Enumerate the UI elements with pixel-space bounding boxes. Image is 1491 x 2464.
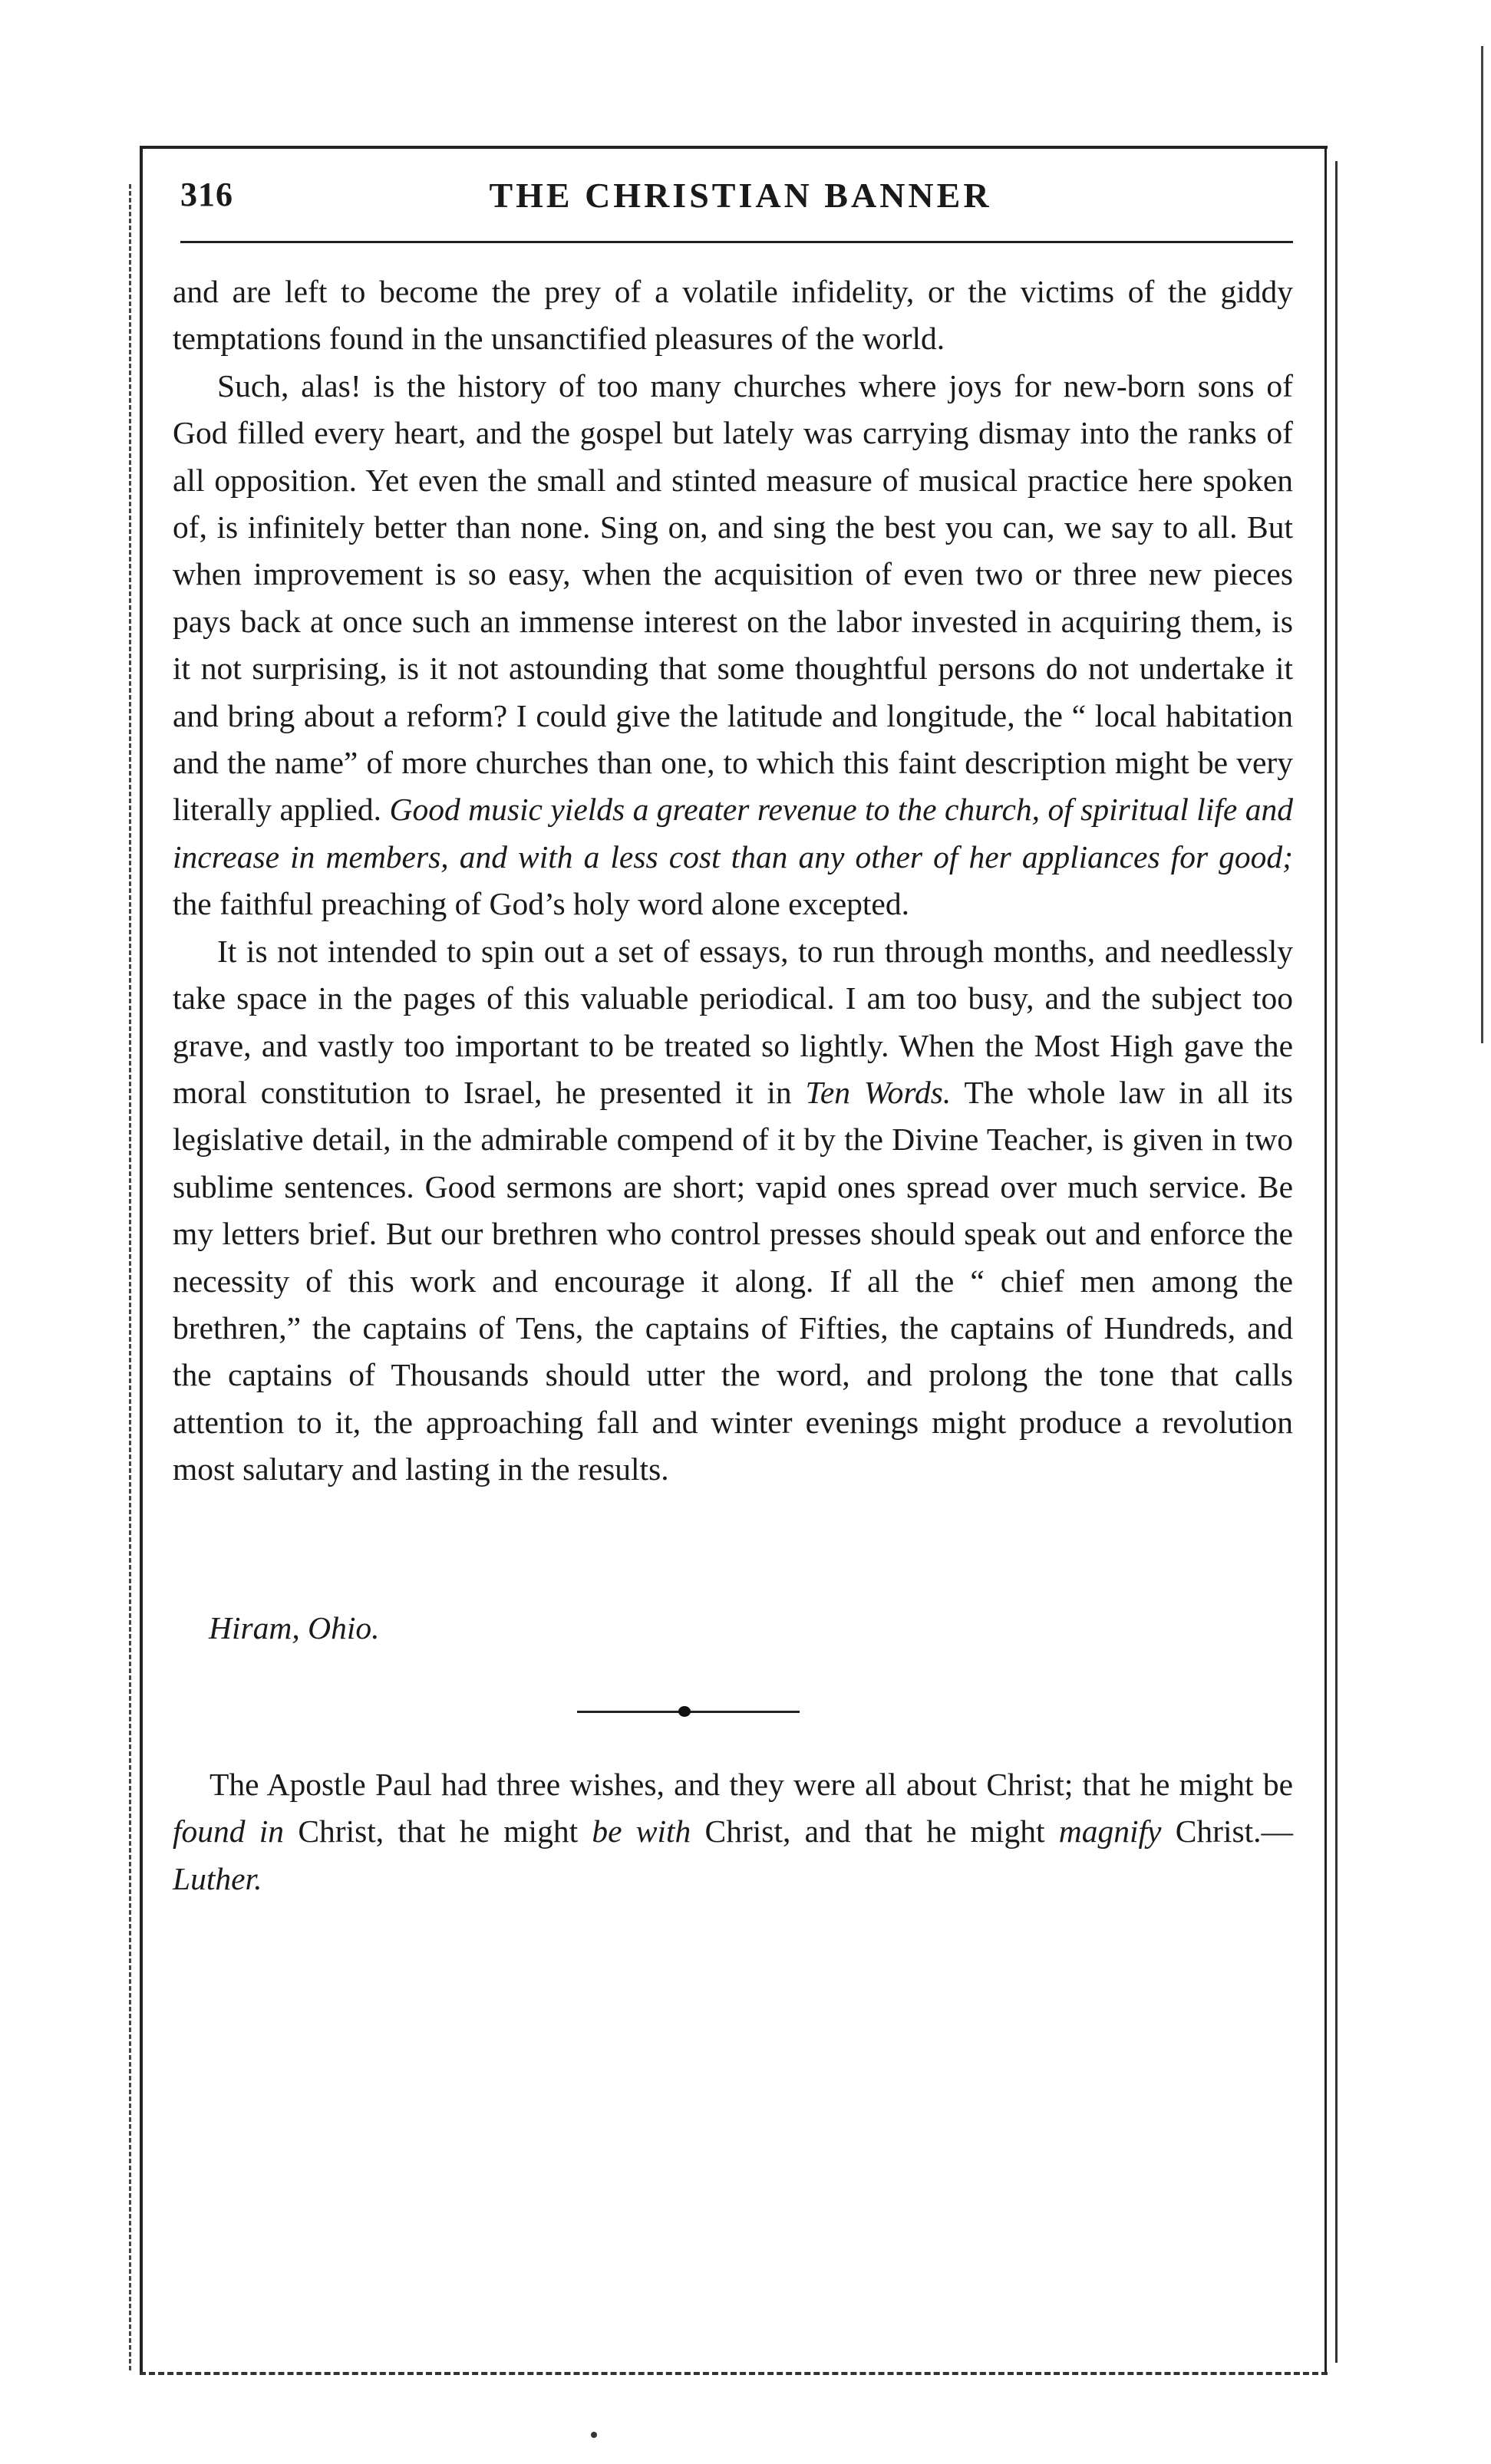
ink-dot bbox=[591, 2432, 597, 2438]
paragraph-2 bbox=[173, 363, 1293, 928]
quote-text-b: Christ, that he might bbox=[298, 1813, 579, 1850]
quote-emphasis-2: be with bbox=[592, 1813, 691, 1850]
page-number: 316 bbox=[180, 176, 233, 213]
article-body bbox=[173, 268, 1293, 1494]
quote-emphasis-1: found in bbox=[173, 1813, 285, 1850]
quote-paragraph bbox=[173, 1761, 1293, 1902]
running-title: THE CHRISTIAN BANNER bbox=[489, 176, 992, 215]
header-rule bbox=[180, 241, 1293, 243]
quote-text-a: The Apostle Paul had three wishes, and they were all about Christ; that he might be bbox=[209, 1767, 1293, 1802]
page-header bbox=[180, 175, 1301, 229]
paragraph-2-text: Such, alas! is the history of too many churches where joys for new-born sons of God filled every heart, and the gospel but lately was carrying dismay into the ranks of all opposition. Yet even the small and stinted measure of musical practice here spoken of, is infinitely better than none. Sing on, and sing the best you can, we say to all. But when improvement is so easy, when the acquisition of even two or three new pieces pays back at once such an immense interest on the labor invested in acquiring them, is it not surprising, is it not astounding that some thoughtful persons do not undertake it and bring about a reform? I could give the latitude and longitude, the “ local habitation and the name” of more churches than one, to which this faint description might be very literally applied. bbox=[173, 367, 1293, 828]
paragraph-3 bbox=[173, 928, 1293, 1494]
paragraph-2-emphasis: Good music yields a greater revenue to the church, of spiritual life and increase in members, and with a less cost than any other of her appliances for good; bbox=[173, 792, 1293, 875]
paragraph-3-end: The whole law in all its legislative detail, in the admirable compend of it by the Divine Teacher, is given in two sublime sentences. Good sermons are short; vapid ones spread over much service. Be my letters brief. But our brethren who control presses should speak out and enforce the necessity of this work and encourage it along. If all the “ chief men among the brethren,” the captains of Tens, the captains of Fifties, the captains of Hundreds, and the captains of Thousands should utter the word, and prolong the tone that calls attention to it, the approaching fall and winter evenings might produce a revolution most salutary and lasting in the results. bbox=[173, 1074, 1293, 1487]
quote-text-d: Christ.— bbox=[1175, 1813, 1294, 1850]
paragraph-1: and are left to become the prey of a volatile infidelity, or the victims of the giddy temptations found in the unsanctified pleasures of the world. bbox=[173, 274, 1293, 357]
section-divider bbox=[577, 1706, 800, 1717]
signature-location: Hiram, Ohio. bbox=[209, 1610, 380, 1645]
outer-border-right bbox=[1335, 161, 1338, 2363]
bottom-border bbox=[140, 2372, 1328, 2375]
luther-quote bbox=[173, 1761, 1293, 1902]
paragraph-3-emphasis: Ten Words. bbox=[805, 1074, 952, 1110]
quote-author: Luther. bbox=[173, 1860, 262, 1896]
outer-border-left bbox=[129, 184, 131, 2370]
quote-emphasis-3: magnify bbox=[1058, 1813, 1162, 1850]
paragraph-2-end: the faithful preaching of God’s holy word alone excepted. bbox=[173, 886, 909, 922]
paragraph-3-text: It is not intended to spin out a set of essays, to run through months, and needlessly take space in the pages of this valuable periodical. I am too busy, and the subject too grave, and vastly too important to be treated so lightly. When the Most High gave the moral constitution to Israel, he presented it in bbox=[173, 933, 1293, 1110]
scan-edge-line bbox=[1481, 46, 1483, 1043]
divider-ornament-icon bbox=[678, 1706, 691, 1717]
quote-text-c: Christ, and that he might bbox=[704, 1813, 1045, 1850]
